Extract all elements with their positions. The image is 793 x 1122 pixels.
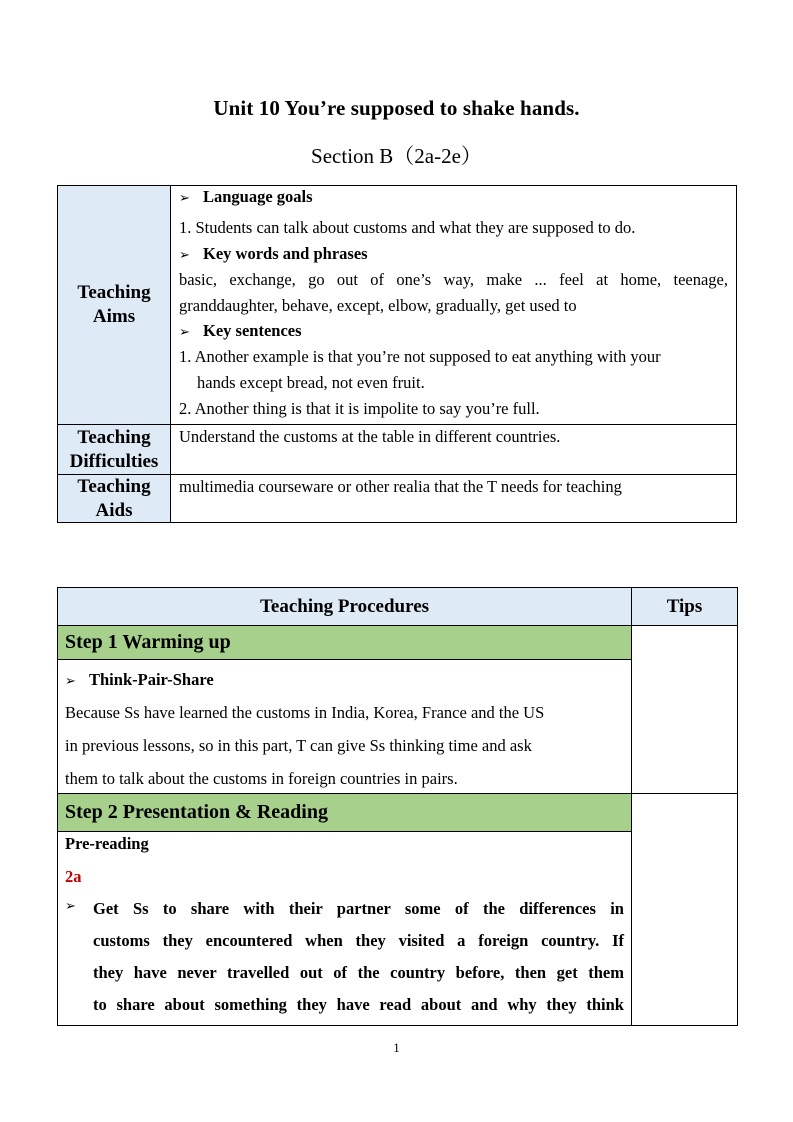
arrow-bullet-icon: ➢: [179, 325, 190, 340]
teaching-difficulties-row: [58, 424, 736, 474]
pre-reading-label: Pre-reading: [65, 834, 149, 853]
arrow-bullet-icon: ➢: [179, 248, 190, 263]
key-sentences-heading: ➢ Key sentences: [179, 321, 302, 340]
arrow-bullet-icon: ➢: [65, 899, 76, 914]
teaching-aims-label: Teaching Aims: [58, 186, 171, 424]
teaching-difficulties-content: [171, 425, 736, 474]
arrow-bullet-icon: ➢: [65, 674, 76, 689]
key-sentence: 1. Another example is that you’re not supposed to eat anything with your: [179, 347, 661, 366]
step2-tips-cell: [632, 794, 737, 1025]
step2-text-line: customs they encountered when they visited a foreign country. If: [93, 931, 624, 950]
teaching-procedures-table: [57, 587, 738, 1026]
teaching-difficulties-text: Understand the customs at the table in different countries.: [179, 427, 561, 446]
document-title: Unit 10 You’re supposed to shake hands.: [213, 96, 580, 120]
arrow-bullet-icon: ➢: [179, 191, 190, 206]
key-words-line: basic, exchange, go out of one’s way, make ... feel at home, teenage,: [179, 270, 728, 289]
teaching-aids-row: [58, 474, 736, 522]
teaching-difficulties-label: Teaching Difficulties: [58, 425, 171, 474]
step1-text-line: in previous lessons, so in this part, T can give Ss thinking time and ask: [65, 736, 532, 755]
document-subtitle: Section B（2a-2e）: [311, 144, 482, 168]
step2-text-line: to share about something they have read about and why they think: [93, 995, 624, 1014]
step2-content: [58, 832, 632, 1025]
teaching-aims-row: [58, 186, 736, 424]
tips-header: Tips: [632, 588, 737, 626]
step1-tips-cell: [632, 626, 737, 794]
step2-title: Step 2 Presentation & Reading: [58, 794, 632, 832]
step1-activity: ➢ Think-Pair-Share: [65, 670, 214, 689]
key-sentence: 2. Another thing is that it is impolite to say you’re full.: [179, 399, 540, 418]
step1-text-line: them to talk about the customs in foreign countries in pairs.: [65, 769, 458, 788]
activity-2a-label: 2a: [65, 867, 82, 886]
teaching-aids-content: [171, 475, 736, 522]
step1-content: [58, 660, 632, 794]
teaching-aids-text: multimedia courseware or other realia that the T needs for teaching: [179, 477, 622, 496]
language-goals-heading: ➢ Language goals: [179, 187, 313, 206]
teaching-aims-table: [57, 185, 737, 523]
page-number: 1: [393, 1040, 400, 1055]
key-sentence: hands except bread, not even fruit.: [197, 373, 425, 392]
teaching-aids-label: Teaching Aids: [58, 475, 171, 522]
key-words-heading: ➢ Key words and phrases: [179, 244, 368, 263]
step2-text-line: ➢ Get Ss to share with their partner some of the differences in: [65, 899, 624, 918]
step1-title: Step 1 Warming up: [58, 626, 632, 660]
step2-text-line: they have never travelled out of the country before, then get them: [93, 963, 624, 982]
procedures-header: Teaching Procedures: [58, 588, 632, 626]
key-words-line: granddaughter, behave, except, elbow, gradually, get used to: [179, 296, 577, 315]
language-goals-text: 1. Students can talk about customs and what they are supposed to do.: [179, 218, 636, 237]
teaching-aims-content: [171, 186, 736, 424]
step1-text-line: Because Ss have learned the customs in India, Korea, France and the US: [65, 703, 545, 722]
